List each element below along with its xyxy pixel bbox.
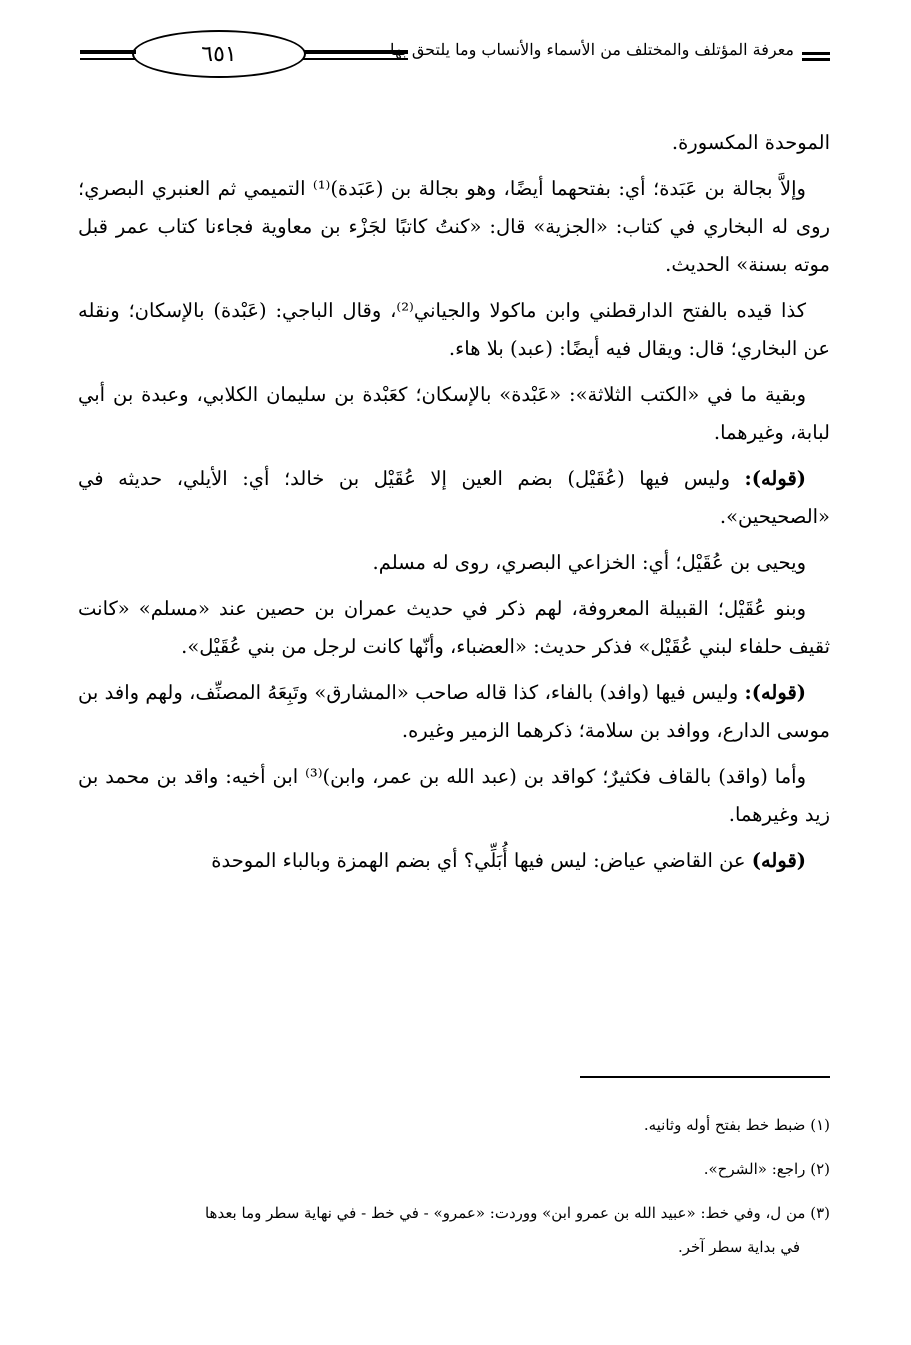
qawluhu-marker: (قوله):	[744, 681, 806, 704]
footnote-2: (٢) راجع: «الشرح».	[703, 1160, 830, 1178]
footnote-3-continuation: في بداية سطر آخر.	[677, 1238, 800, 1256]
paragraph-9: وأما (واقد) بالقاف فكثيرٌ؛ كواقد بن (عبد الله بن عمر، وابن)⁽³⁾ ابن أخيه: واقد بن محمد بن زيد وغيرهما.	[78, 765, 830, 826]
paragraph-10: (قوله) عن القاضي عياض: ليس فيها أُبَلِّي؟ أي بضم الهمزة وبالباء الموحدة	[211, 849, 806, 872]
header-rule-right	[302, 50, 408, 60]
header-ornament-mark	[802, 52, 830, 61]
qawluhu-marker: (قوله):	[744, 467, 806, 490]
paragraph-3: كذا قيده بالفتح الدارقطني وابن ماكولا والجياني⁽²⁾، وقال الباجي: (عَبْدة) بالإسكان؛ ونقله عن البخاري؛ قال: ويقال فيه أيضًا: (عبد) بلا هاء.	[78, 299, 830, 360]
footnote-3: (٣) من ل، وفي خط: «عبيد الله بن عمرو ابن» ووردت: «عمرو» - في خط - في نهاية سطر وما بعدها في بداية سطر آخر.	[78, 1196, 830, 1264]
paragraph-8: (قوله): وليس فيها (وافد) بالفاء، كذا قاله صاحب «المشارق» وتَبِعَهُ المصنِّف، ولهم وافد بن موسى الدارع، ووافد بن سلامة؛ ذكرهما الزمير وغيره.	[78, 681, 830, 742]
paragraph-1: الموحدة المكسورة.	[671, 131, 830, 154]
paragraph-4: وبقية ما في «الكتب الثلاثة»: «عَبْدة» بالإسكان؛ كعَبْدة بن سليمان الكلابي، وعبدة بن أبي لبابة، وغيرهما.	[78, 383, 830, 444]
paragraph-5: (قوله): وليس فيها (عُقَيْل) بضم العين إلا عُقَيْل بن خالد؛ أي: الأيلي، حديثه في «الصحيحين».	[78, 467, 830, 528]
footnotes	[78, 1108, 830, 1274]
paragraph-2: وإلاَّ بجالة بن عَبَدة؛ أي: بفتحهما أيضًا، وهو بجالة بن (عَبَدة)⁽¹⁾ التميمي ثم العنبري البصري؛ روى له البخاري في كتاب: «الجزية» قال: «كنتُ كاتبًا لجَزْء بن معاوية فجاءنا كتاب عمر قبل موته بسنة» الحديث.	[78, 177, 830, 276]
footnote-separator	[580, 1076, 830, 1078]
paragraph-7: وبنو عُقَيْل؛ القبيلة المعروفة، لهم ذكر في حديث عمران بن حصين عند «مسلم» «كانت ثقيف حلفاء لبني عُقَيْل» فذكر حديث: «العضباء، وأنّها كانت لرجل من بني عُقَيْل».	[78, 597, 830, 658]
header-rule-left	[80, 50, 136, 60]
page-number-badge	[132, 30, 306, 78]
qawluhu-marker: (قوله)	[751, 849, 806, 872]
running-title: معرفة المؤتلف والمختلف من الأسماء والأنساب وما يلتحق بها	[390, 40, 794, 59]
paragraph-6: ويحيى بن عُقَيْل؛ أي: الخزاعي البصري، روى له مسلم.	[372, 551, 806, 574]
main-text	[78, 124, 830, 888]
page-header	[80, 30, 830, 80]
footnote-1: (١) ضبط خط بفتح أوله وثانيه.	[643, 1116, 830, 1134]
page-number: ٦٥١	[201, 41, 237, 67]
